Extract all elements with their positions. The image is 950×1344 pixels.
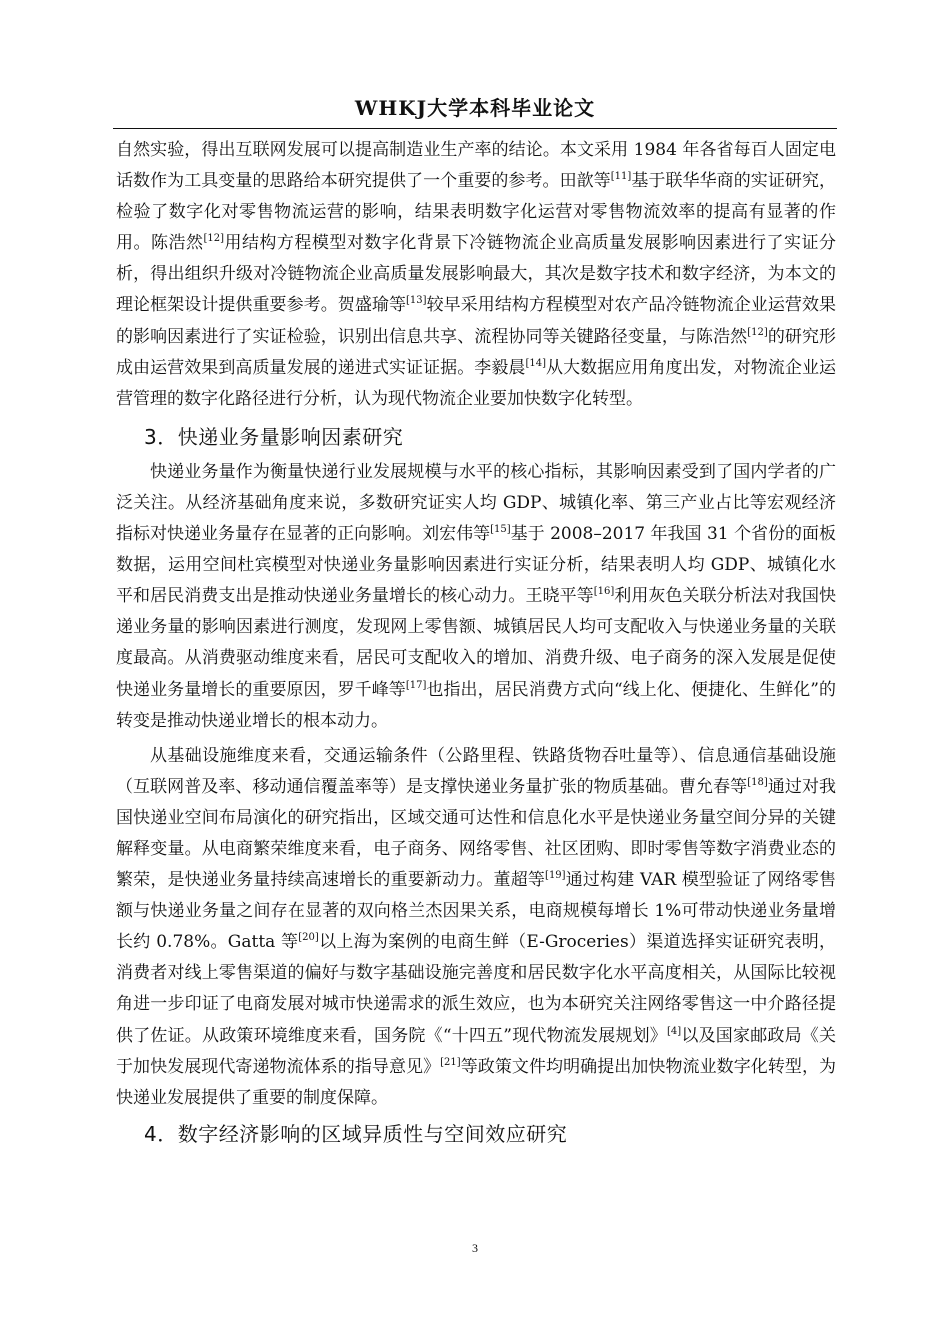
citation-ref: [19] xyxy=(545,870,566,882)
citation-ref: [18] xyxy=(747,776,768,788)
page-header-title: WHKJ大学本科毕业论文 xyxy=(354,96,596,120)
paragraph-express-volume-factors: 快递业务量作为衡量快递行业发展规模与水平的核心指标，其影响因素受到了国内学者的广泛关注。从经济基础角度来说，多数研究证实人均 GDP、城镇化率、第三产业占比等宏观经济指标对快递业务量存在显著的正向影响。刘宏伟等[15]基于 2008–2017 年我国 31 个省份的面板数据，运用空间杜宾模型对快递业务量影响因素进行实证分析，结果表明人均 GDP、城镇化水平和居民消费支出是推动快递业务量增长的核心动力。王晓平等[16]利用灰色关联分析法对我国快递业务量的影响因素进行测度，发现网上零售额、城镇居民人均可支配收入与快递业务量的关联度最高。从消费驱动维度来看，居民可支配收入的增加、消费升级、电子商务的深入发展是促使快递业务量增长的重要原因，罗千峰等[17]也指出，居民消费方式向“线上化、便捷化、生鲜化”的转变是推动快递业增长的根本动力。 xyxy=(116,461,837,731)
section-heading-3: 3．快递业务量影响因素研究 xyxy=(144,424,404,449)
body-content xyxy=(116,133,836,1152)
citation-ref: [15] xyxy=(490,524,511,536)
citation-ref: [12] xyxy=(747,326,768,338)
paragraph-literature-digital-logistics: 自然实验，得出互联网发展可以提高制造业生产率的结论。本文采用 1984 年各省每百人固定电话数作为工具变量的思路给本研究提供了一个重要的参考。田歆等[11]基于联华华商的实证研究，检验了数字化对零售物流运营的影响，结果表明数字化运营对零售物流效率的提高有显著的作用。陈浩然[12]用结构方程模型对数字化背景下冷链物流企业高质量发展影响因素进行了实证分析，得出组织升级对冷链物流企业高质量发展影响最大，其次是数字技术和数字经济，为本文的理论框架设计提供重要参考。贺盛瑜等[13]较早采用结构方程模型对农产品冷链物流企业运营效果的影响因素进行了实证检验，识别出信息共享、流程协同等关键路径变量，与陈浩然[12]的研究形成由运营效果到高质量发展的递进式实证证据。李毅晨[14]从大数据应用角度出发，对物流企业运营管理的数字化路径进行分析，认为现代物流企业要加快数字化转型。 xyxy=(116,140,837,409)
citation-ref: [14] xyxy=(525,357,546,369)
citation-ref: [11] xyxy=(610,171,632,183)
citation-ref: [16] xyxy=(593,586,615,598)
page-number: 3 xyxy=(472,1241,478,1255)
citation-ref: [20] xyxy=(298,932,319,944)
paragraph-infrastructure-ecommerce: 从基础设施维度来看，交通运输条件（公路里程、铁路货物吞吐量等）、信息通信基础设施（互联网普及率、移动通信覆盖率等）是支撑快递业务量扩张的物质基础。曹允春等[18]通过对我国快递业空间布局演化的研究指出，区域交通可达性和信息化水平是快递业务量空间分异的关键解释变量。从电商繁荣维度来看，电子商务、网络零售、社区团购、即时零售等数字消费业态的繁荣，是快递业务量持续高速增长的重要新动力。董超等[19]通过构建 VAR 模型验证了网络零售额与快递业务量之间存在显著的双向格兰杰因果关系，电商规模每增长 1%可带动快递业务量增长约 0.78%。Gatta 等[20]以上海为案例的电商生鲜（E-Groceries）渠道选择实证研究表明，消费者对线上零售渠道的偏好与数字基础设施完善度和居民数字化水平高度相关，从国际比较视角进一步印证了电商发展对城市快递需求的派生效应，也为本研究关注网络零售这一中介路径提供了佐证。从政策环境维度来看，国务院《“十四五”现代物流发展规划》[4]以及国家邮政局《关于加快发展现代寄递物流体系的指导意见》[21]等政策文件均明确提出加快物流业数字化转型，为快递业发展提供了重要的制度保障。 xyxy=(116,745,837,1108)
citation-ref: [13] xyxy=(406,295,427,307)
citation-ref: [17] xyxy=(405,679,427,691)
section-heading-4: 4．数字经济影响的区域异质性与空间效应研究 xyxy=(144,1121,568,1146)
header-rule xyxy=(113,128,837,129)
citation-ref: [12] xyxy=(203,233,224,245)
citation-ref: [21] xyxy=(440,1056,461,1068)
citation-ref: [4] xyxy=(667,1025,682,1037)
